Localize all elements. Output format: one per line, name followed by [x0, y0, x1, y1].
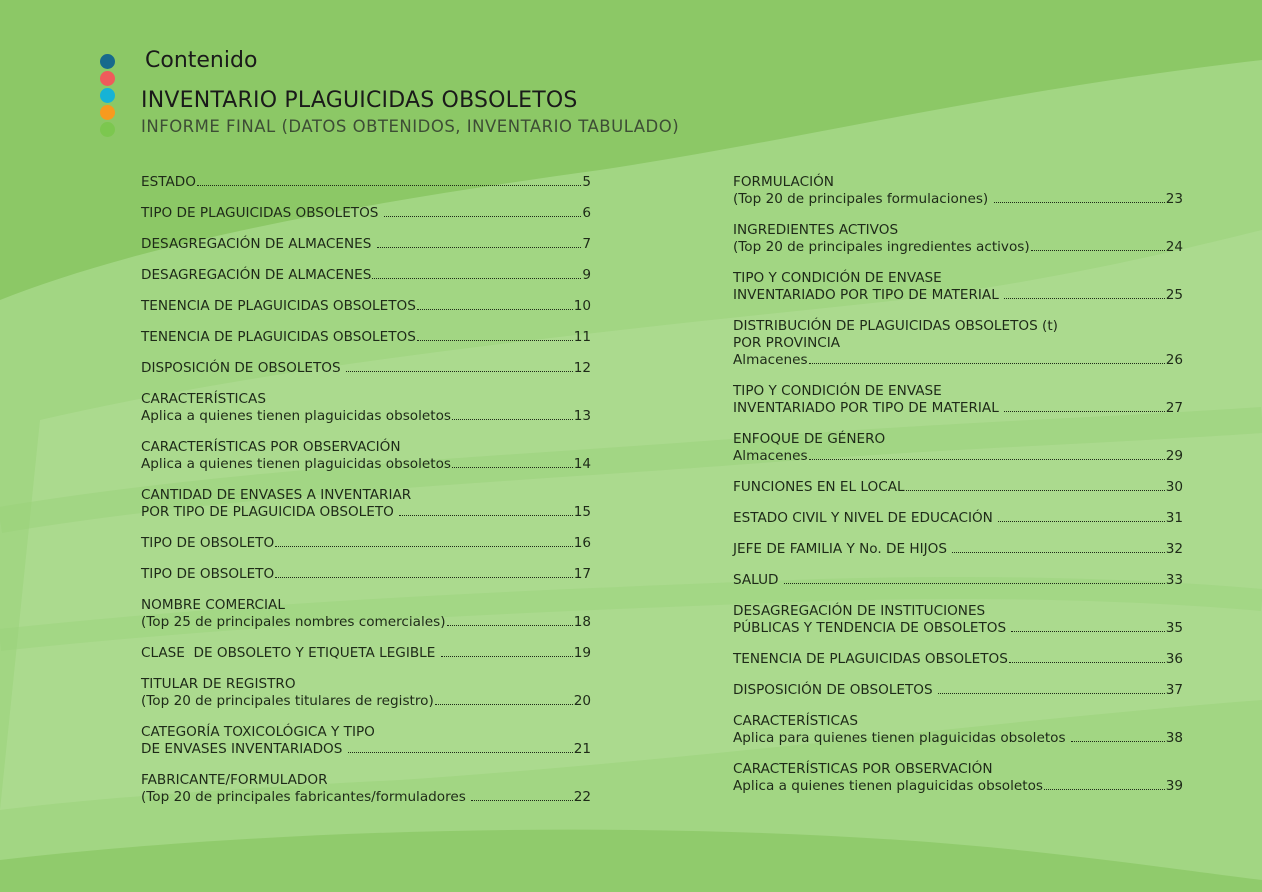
page-number: 5: [582, 174, 591, 190]
toc-entry-last-line: [141, 693, 591, 710]
toc-entry-last-line: [141, 329, 591, 346]
toc-entry-text: ESTADO CIVIL Y NIVEL DE EDUCACIÓN: [733, 510, 998, 526]
toc-entry-text: (Top 20 de principales fabricantes/formuladores: [141, 789, 471, 805]
toc-entry-text: Aplica para quienes tienen plaguicidas obsoletos: [733, 730, 1070, 746]
toc-entry-last-line: [733, 620, 1183, 637]
toc-entry-last-line: [733, 682, 1183, 699]
dot-leader: [441, 656, 573, 657]
page-subtitle: INFORME FINAL (DATOS OBTENIDOS, INVENTARIO TABULADO): [141, 117, 680, 136]
dot-leader: [1011, 631, 1164, 632]
toc-entry-last-line: [733, 239, 1183, 256]
toc-entry-text: Aplica a quienes tienen plaguicidas obsoletos: [141, 408, 451, 424]
dot-leader: [348, 752, 573, 753]
page-number: 30: [1165, 479, 1183, 495]
toc-entry-text: POR TIPO DE PLAGUICIDA OBSOLETO: [141, 504, 399, 520]
toc-entry[interactable]: [141, 566, 591, 583]
toc-entry-text: DESAGREGACIÓN DE ALMACENES: [141, 267, 372, 283]
toc-entry[interactable]: [141, 329, 591, 346]
toc-entry-last-line: [733, 400, 1183, 417]
toc-entry[interactable]: [733, 510, 1183, 527]
toc-entry[interactable]: [141, 535, 591, 552]
dot-leader: [1071, 741, 1165, 742]
dot-leader: [452, 419, 573, 420]
page-number: 31: [1165, 510, 1183, 526]
page-number: 13: [573, 408, 591, 424]
toc-entry-line: CARACTERÍSTICAS POR OBSERVACIÓN: [733, 761, 993, 777]
page-number: 20: [573, 693, 591, 709]
toc-entry-line: DESAGREGACIÓN DE INSTITUCIONES: [733, 603, 986, 619]
page-number: 9: [582, 267, 591, 283]
toc-entry-text: DE ENVASES INVENTARIADOS: [141, 741, 347, 757]
toc-entry-line: CARACTERÍSTICAS POR OBSERVACIÓN: [141, 439, 401, 455]
toc-entry-line: POR PROVINCIA: [733, 335, 841, 351]
dot-leader: [275, 577, 572, 578]
toc-entry-last-line: [733, 541, 1183, 558]
dot-leader: [1004, 411, 1165, 412]
toc-entry[interactable]: [141, 360, 591, 377]
dot-leader: [784, 583, 1165, 584]
toc-entry-text: TIPO DE PLAGUICIDAS OBSOLETOS: [141, 205, 383, 221]
page-number: 19: [573, 645, 591, 661]
toc-entry-last-line: [141, 408, 591, 425]
page-title: INVENTARIO PLAGUICIDAS OBSOLETOS: [141, 88, 578, 113]
page-number: 17: [573, 566, 591, 582]
toc-entry-text: JEFE DE FAMILIA Y No. DE HIJOS: [733, 541, 952, 557]
toc-entry[interactable]: [141, 724, 591, 758]
toc-entry-last-line: [141, 236, 591, 253]
page-number: 36: [1165, 651, 1183, 667]
toc-entry-text: TENENCIA DE PLAGUICIDAS OBSOLETOS: [141, 298, 416, 314]
toc-entry-line: CARACTERÍSTICAS: [141, 391, 266, 407]
page-number: 38: [1165, 730, 1183, 746]
toc-entry[interactable]: [733, 603, 1183, 637]
toc-entry-text: FUNCIONES EN EL LOCAL: [733, 479, 905, 495]
toc-entry[interactable]: [733, 541, 1183, 558]
dot-leader: [377, 247, 582, 248]
toc-entry-text: ESTADO: [141, 174, 196, 190]
toc-entry-last-line: [733, 191, 1183, 208]
dot-leader: [452, 467, 573, 468]
page-number: 6: [582, 205, 591, 221]
toc-entry-last-line: [141, 205, 591, 222]
toc-entry-last-line: [733, 778, 1183, 795]
toc-entry-line: CATEGORÍA TOXICOLÓGICA Y TIPO: [141, 724, 375, 740]
toc-entry-text: INVENTARIADO POR TIPO DE MATERIAL: [733, 287, 1004, 303]
toc-entry-line: FORMULACIÓN: [733, 174, 834, 190]
toc-entry[interactable]: [141, 298, 591, 315]
dot-leader: [346, 371, 573, 372]
dot-leader: [938, 693, 1165, 694]
page-number: 35: [1165, 620, 1183, 636]
dot-leader: [471, 800, 573, 801]
toc-entry-text: Aplica a quienes tienen plaguicidas obsoletos: [141, 456, 451, 472]
toc-entry-line: CARACTERÍSTICAS: [733, 713, 858, 729]
toc-entry-line: INGREDIENTES ACTIVOS: [733, 222, 899, 238]
toc-entry[interactable]: [141, 645, 591, 662]
toc-entry-last-line: [141, 645, 591, 662]
dot-leader: [952, 552, 1164, 553]
dot-green-icon: [100, 122, 115, 137]
toc-entry[interactable]: [733, 270, 1183, 304]
toc-entry[interactable]: [141, 267, 591, 284]
toc-entry-last-line: [141, 614, 591, 631]
dot-leader: [1004, 298, 1165, 299]
toc-entry-line: FABRICANTE/FORMULADOR: [141, 772, 328, 788]
toc-entry[interactable]: [733, 174, 1183, 208]
page-number: 10: [573, 298, 591, 314]
toc-entry-line: TIPO Y CONDICIÓN DE ENVASE: [733, 383, 942, 399]
page-number: 16: [573, 535, 591, 551]
toc-entry-line: CANTIDAD DE ENVASES A INVENTARIAR: [141, 487, 412, 503]
toc-entry-text: (Top 20 de principales formulaciones): [733, 191, 993, 207]
dot-leader: [994, 202, 1165, 203]
dot-leader: [809, 459, 1165, 460]
page-number: 21: [573, 741, 591, 757]
toc-entry[interactable]: [733, 383, 1183, 417]
toc-entry-text: PÚBLICAS Y TENDENCIA DE OBSOLETOS: [733, 620, 1011, 636]
page-number: 18: [573, 614, 591, 630]
toc-entry-last-line: [733, 730, 1183, 747]
toc-entry-text: Aplica a quienes tienen plaguicidas obsoletos: [733, 778, 1043, 794]
toc-entry[interactable]: [141, 236, 591, 253]
dot-leader: [1031, 250, 1165, 251]
dot-leader: [275, 546, 572, 547]
dot-leader: [1009, 662, 1165, 663]
page-number: 32: [1165, 541, 1183, 557]
toc-entry-last-line: [141, 789, 591, 806]
toc-entry-text: (Top 20 de principales titulares de registro): [141, 693, 434, 709]
toc-entry-text: TENENCIA DE PLAGUICIDAS OBSOLETOS: [141, 329, 416, 345]
toc-entry[interactable]: [733, 713, 1183, 747]
page-number: 22: [573, 789, 591, 805]
page-number: 15: [573, 504, 591, 520]
toc-entry-text: INVENTARIADO POR TIPO DE MATERIAL: [733, 400, 1004, 416]
toc-entry-last-line: [733, 448, 1183, 465]
toc-entry-last-line: [141, 456, 591, 473]
dot-leader: [447, 625, 573, 626]
toc-entry-last-line: [733, 479, 1183, 496]
toc-entry-text: CLASE DE OBSOLETO Y ETIQUETA LEGIBLE: [141, 645, 440, 661]
dot-leader: [197, 185, 581, 186]
toc-entry[interactable]: [733, 479, 1183, 496]
toc-entry[interactable]: [141, 205, 591, 222]
toc-entry-last-line: [141, 535, 591, 552]
dot-leader: [435, 704, 573, 705]
page-number: 25: [1165, 287, 1183, 303]
toc-entry[interactable]: [141, 772, 591, 806]
dot-leader: [1044, 789, 1165, 790]
dot-blue-icon: [100, 54, 115, 69]
page-number: 7: [582, 236, 591, 252]
toc-entry[interactable]: [733, 761, 1183, 795]
toc-entry-last-line: [141, 566, 591, 583]
dot-cyan-icon: [100, 88, 115, 103]
toc-entry-line: NOMBRE COMERCIAL: [141, 597, 285, 613]
page-number: 24: [1165, 239, 1183, 255]
toc-entry[interactable]: [141, 597, 591, 631]
toc-entry-last-line: [141, 298, 591, 315]
toc-entry[interactable]: [141, 391, 591, 425]
dot-leader: [399, 515, 573, 516]
toc-entry[interactable]: [733, 572, 1183, 589]
toc-entry-last-line: [141, 174, 591, 191]
toc-entry-last-line: [733, 352, 1183, 369]
dot-leader: [809, 363, 1165, 364]
toc-entry[interactable]: [733, 651, 1183, 668]
toc-entry-text: DESAGREGACIÓN DE ALMACENES: [141, 236, 376, 252]
toc-entry-last-line: [733, 287, 1183, 304]
toc-entry-line: TIPO Y CONDICIÓN DE ENVASE: [733, 270, 942, 286]
toc-entry[interactable]: [733, 431, 1183, 465]
toc-entry[interactable]: [141, 439, 591, 473]
toc-entry[interactable]: [141, 174, 591, 191]
dot-leader: [372, 278, 581, 279]
toc-entry[interactable]: [141, 676, 591, 710]
page-number: 39: [1165, 778, 1183, 794]
toc-entry-text: TENENCIA DE PLAGUICIDAS OBSOLETOS: [733, 651, 1008, 667]
toc-entry[interactable]: [733, 222, 1183, 256]
dot-red-icon: [100, 71, 115, 86]
page-number: 27: [1165, 400, 1183, 416]
dot-leader: [417, 309, 573, 310]
color-dots: [100, 54, 116, 139]
toc-entry-line: ENFOQUE DE GÉNERO: [733, 431, 886, 447]
dot-leader: [384, 216, 582, 217]
toc-entry-last-line: [733, 510, 1183, 527]
page-number: 26: [1165, 352, 1183, 368]
toc-entry-line: DISTRIBUCIÓN DE PLAGUICIDAS OBSOLETOS (t): [733, 318, 1058, 334]
toc-entry-text: TIPO DE OBSOLETO: [141, 566, 275, 582]
dot-leader: [417, 340, 573, 341]
toc-entry-text: Almacenes: [733, 352, 808, 368]
toc-entry[interactable]: [733, 318, 1183, 369]
toc-entry-last-line: [141, 741, 591, 758]
toc-entry-line: TITULAR DE REGISTRO: [141, 676, 296, 692]
toc-entry[interactable]: [733, 682, 1183, 699]
page-number: 11: [573, 329, 591, 345]
toc-entry-last-line: [141, 267, 591, 284]
dot-leader: [906, 490, 1165, 491]
toc-entry-text: TIPO DE OBSOLETO: [141, 535, 275, 551]
toc-entry-text: (Top 20 de principales ingredientes activos): [733, 239, 1030, 255]
toc-entry-text: Almacenes: [733, 448, 808, 464]
toc-entry-text: DISPOSICIÓN DE OBSOLETOS: [733, 682, 937, 698]
toc-entry-last-line: [141, 504, 591, 521]
contenido-heading: Contenido: [145, 48, 258, 73]
toc-entry-text: SALUD: [733, 572, 783, 588]
toc-entry-last-line: [733, 572, 1183, 589]
toc-entry-text: (Top 25 de principales nombres comerciales): [141, 614, 446, 630]
page-number: 33: [1165, 572, 1183, 588]
toc-entry[interactable]: [141, 487, 591, 521]
page-number: 23: [1165, 191, 1183, 207]
dot-orange-icon: [100, 105, 115, 120]
page-number: 37: [1165, 682, 1183, 698]
toc-entry-text: DISPOSICIÓN DE OBSOLETOS: [141, 360, 345, 376]
page-number: 12: [573, 360, 591, 376]
page-number: 14: [573, 456, 591, 472]
page-number: 29: [1165, 448, 1183, 464]
dot-leader: [998, 521, 1165, 522]
toc-entry-last-line: [141, 360, 591, 377]
toc-entry-last-line: [733, 651, 1183, 668]
